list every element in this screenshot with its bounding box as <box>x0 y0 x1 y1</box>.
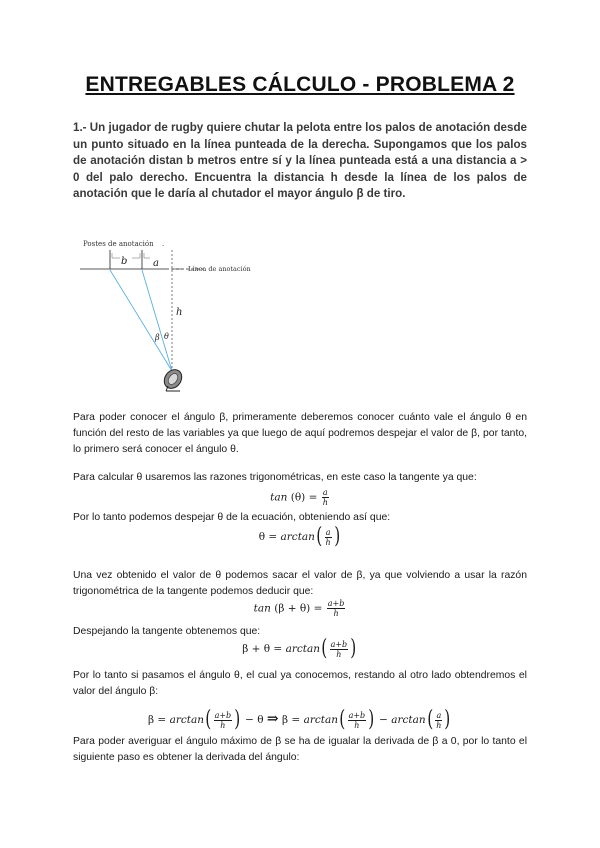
ray-right <box>142 270 172 371</box>
h-label: h <box>176 307 183 318</box>
equation-tan-theta: tan (θ) = $\frac{a}{h}$ <box>270 488 328 507</box>
equation-theta: θ = arctan( $\frac{a}{h}$ ) <box>258 524 340 549</box>
paragraph-7: Para poder averiguar el ángulo máximo de β se ha de igualar la derivada de β a 0, por lo tanto el siguiente paso es obtener la derivada del ángulo: <box>73 736 527 764</box>
paragraph-6: Por lo tanto si pasamos el ángulo θ, el cual ya conocemos, restando al otro lado obtendremos el valor del ángulo β: <box>73 670 527 698</box>
theta-label: θ <box>164 332 169 341</box>
beta-label: β <box>155 333 160 342</box>
equation-tan-sum: tan (β + θ) = $\frac{a+b}{h}$ <box>253 599 345 618</box>
postes-label: Postes de anotación <box>83 240 154 248</box>
rugby-ball-icon <box>161 366 186 392</box>
problem-statement: 1.- Un jugador de rugby quiere chutar la pelota entre los palos de anotación desde un punto situado en la línea punteada de la derecha. Supongamos que los palos de anotación distan b metros entre sí y la línea punteada está a una distancia a > 0 del palo derecho. Encuentra la distancia h desde la línea de los palos de anotación que le daría al chutador el mayor ángulo β de tiro. <box>73 121 527 201</box>
page-title: ENTREGABLES CÁLCULO - PROBLEMA 2 <box>85 73 515 96</box>
ray-left <box>110 270 172 371</box>
rugby-diagram <box>80 233 280 398</box>
a-label: a <box>153 258 159 269</box>
paragraph-2: Para calcular θ usaremos las razones trigonométricas, en este caso la tangente ya que: <box>73 472 477 483</box>
linea-label: Línea de anotación <box>188 265 251 273</box>
svg-text:.: . <box>162 240 165 248</box>
b-label: b <box>121 256 128 267</box>
paragraph-4: Una vez obtenido el valor de θ podemos sacar el valor de β, ya que volviendo a usar la razón trigonométrica de la tangente podemos deducir que: <box>73 570 527 598</box>
paragraph-3: Por lo tanto podemos despejar θ de la ecuación, obteniendo así que: <box>73 512 391 523</box>
paragraph-1: Para poder conocer el ángulo β, primeramente deberemos conocer cuánto vale el ángulo θ en función del resto de las variables ya que luego de aquí podremos despejar el valor de β, por tanto, lo primero será conocer el ángulo θ. <box>73 412 527 456</box>
equation-beta: β = arctan( $\frac{a+b}{h}$ ) − θ ⇒ β = arctan( $\frac{a+b}{h}$ ) − arctan( $\frac{a}{h}$ ) <box>148 707 451 732</box>
paragraph-5: Despejando la tangente obtenemos que: <box>73 626 261 637</box>
equation-beta-plus-theta: β + θ = arctan( $\frac{a+b}{h}$ ) <box>242 636 357 661</box>
